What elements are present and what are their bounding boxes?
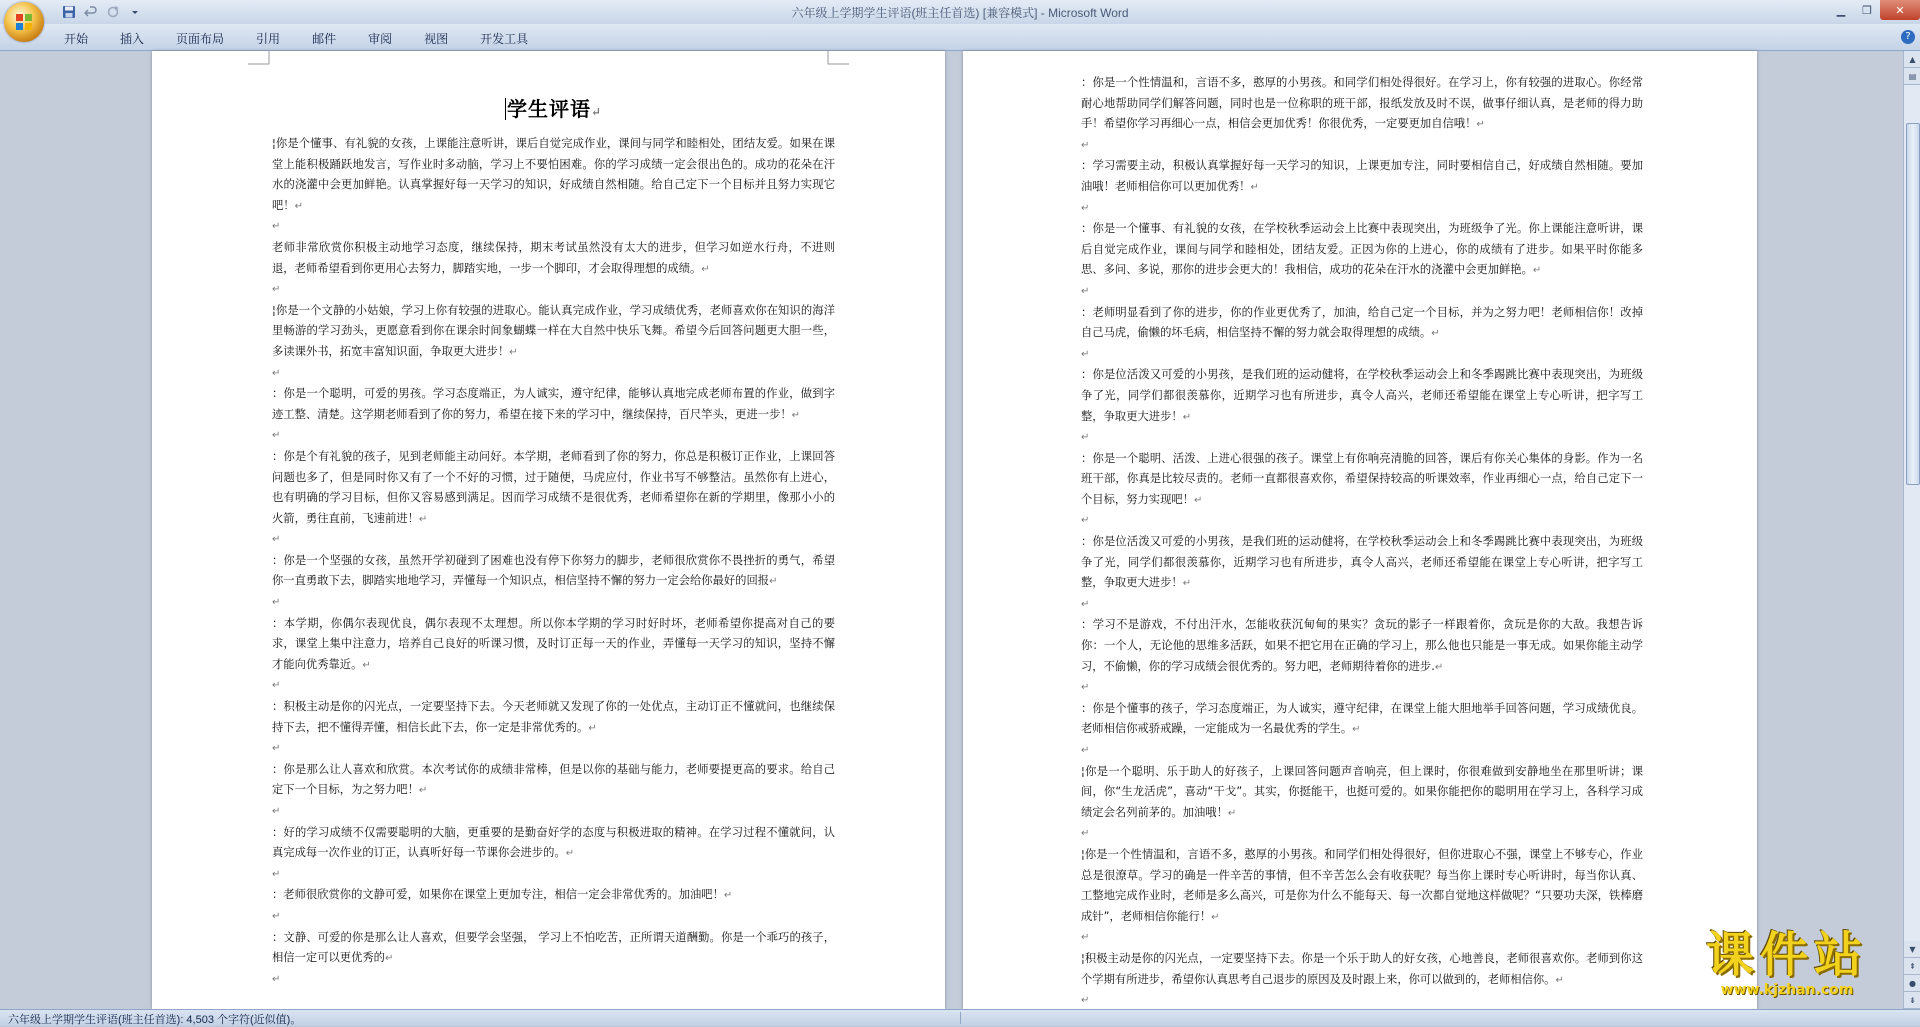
comment-paragraph[interactable] [1081, 949, 1643, 991]
close-icon[interactable]: ✕ [1880, 0, 1920, 20]
comment-text: ¦你是个懂事、有礼貌的女孩，上课能注意听讲，课后自觉完成作业，课间与同学和睦相处，团结友爱。如果在课堂上能积极踊跃地发言，写作业时多动脑，学习上不要怕困难。你的学习成绩一定会很出色的。成功的花朵在汗水的浇灌中会更加鲜艳。认真掌握好每一天学习的知识，好成绩自然相随。给自己定下一个目标并且努力实现它吧！ [272, 137, 835, 212]
comment-text: ：你是一个坚强的女孩，虽然开学初碰到了困难也没有停下你努力的脚步，老师很欣赏你不畏挫折的勇气，希望你一直勇敢下去，脚踏实地地学习，弄懂每一个知识点，相信坚持不懈的努力一定会给你最好的回报 [272, 553, 835, 588]
ribbon-tabs [52, 28, 548, 49]
comment-paragraph[interactable] [1081, 73, 1643, 136]
paragraph-mark: ↵ [588, 722, 597, 734]
paragraph-mark: ↵ [1227, 807, 1237, 819]
empty-paragraph-mark: ↵ [272, 284, 281, 296]
comment-paragraph[interactable] [1081, 762, 1643, 825]
comment-paragraph[interactable] [272, 697, 835, 739]
comment-paragraph[interactable] [272, 823, 835, 865]
empty-paragraph-mark: ↵ [1081, 598, 1090, 610]
browse-object-icon[interactable]: ● [1904, 975, 1920, 992]
tab-mailings[interactable]: 邮件 [312, 32, 337, 46]
paragraph-mark: ↵ [1182, 411, 1192, 423]
comment-text: ：你是位活泼又可爱的小男孩，是我们班的运动健将，在学校秋季运动会上和冬季踢跳比赛中表现突出，为班级争了光，同学们都很羡慕你，近期学习也有所进步，真令人高兴，老师还希望能在课堂上专心听讲，把字写工整，争取更大进步！ [1081, 368, 1643, 423]
comment-paragraph[interactable] [272, 447, 835, 530]
paragraph-mark: ↵ [294, 200, 303, 212]
empty-paragraph-mark: ↵ [272, 367, 281, 379]
vertical-scrollbar[interactable] [1903, 51, 1920, 1009]
empty-paragraph-mark: ↵ [272, 534, 281, 546]
comment-paragraph[interactable] [272, 885, 835, 907]
empty-paragraph-mark: ↵ [272, 597, 281, 609]
paragraph-mark: ↵ [1182, 578, 1192, 590]
scroll-down-icon[interactable]: ▼ [1904, 941, 1920, 958]
window-controls [1828, 0, 1920, 20]
paragraph-mark: ↵ [1431, 328, 1440, 340]
paragraph-mark: ↵ [418, 513, 428, 525]
comment-paragraph[interactable] [272, 551, 835, 593]
empty-paragraph-mark: ↵ [1081, 932, 1090, 944]
watermark-logo-text: 课件站 [1705, 927, 1868, 983]
paragraph-mark: ↵ [1211, 911, 1220, 923]
paragraph-mark: ↵ [565, 848, 575, 860]
comment-paragraph[interactable] [1081, 845, 1643, 928]
paragraph-mark: ↵ [723, 890, 733, 902]
minimize-icon[interactable]: ▁ [1836, 3, 1846, 17]
empty-paragraph-mark: ↵ [1081, 745, 1090, 756]
scrollbar-thumb[interactable] [1906, 123, 1920, 485]
comment-paragraph[interactable] [272, 238, 835, 280]
comment-text: ：你是一个懂事、有礼貌的女孩，在学校秋季运动会上比赛中表现突出，为班级争了光。你上课能注意听讲，课后自觉完成作业，课间与同学和睦相处，团结友爱。正因为你的上进心，你的成绩有了进步。如果平时你能多思、多问、多说，那你的进步会更大的！我相信，成功的花朵在汗水的浇灌中会更加鲜艳。 [1081, 222, 1643, 277]
office-logo-icon [14, 12, 34, 32]
empty-paragraph-mark: ↵ [272, 680, 281, 692]
ruler-toggle-icon[interactable]: ▤ [1904, 68, 1920, 85]
empty-paragraph-mark: ↵ [272, 743, 281, 755]
status-divider [960, 1012, 961, 1024]
comment-paragraph[interactable] [272, 384, 835, 426]
tab-references[interactable]: 引用 [256, 32, 281, 46]
comment-text: ：你是个有礼貌的孩子，见到老师能主动问好。本学期，老师看到了你的努力，你总是积极订正作业，上课回答问题也多了，但是同时你又有了一个不好的习惯，过于随便，马虎应付，作业书写不够整洁。虽然你有上进心，也有明确的学习目标，但你又容易感到满足。因而学习成绩不是很优秀，老师希望你在新的学期里，像那小小的火箭，勇往直前，飞速前进！ [272, 449, 835, 525]
scroll-up-icon[interactable]: ▲ [1904, 51, 1920, 68]
comment-text: ¦你是一个聪明、乐于助人的好孩子，上课回答问题声音响亮，但上课时，你很难做到安静地坐在那里听讲；课间，你“生龙活虎”，喜动“干戈”。其实，你挺能干，也挺可爱的。如果你能把你的聪明用在学习上，各科学习成绩定会名列前茅的。加油哦！ [1081, 764, 1643, 819]
comment-paragraph[interactable] [1081, 303, 1643, 345]
empty-paragraph-mark: ↵ [272, 868, 281, 880]
comment-paragraph[interactable] [272, 928, 835, 970]
comment-text: ¦你是一个文静的小姑娘，学习上你有较强的进取心。能认真完成作业，学习成绩优秀，老师喜欢你在知识的海洋里畅游的学习劲头，更愿意看到你在课余时间象蝴蝶一样在大自然中快乐飞舞。希望今后回答问题更大胆一些，多读课外书，拓宽丰富知识面，争取更大进步！ [272, 303, 835, 358]
comment-text: ：老师明显看到了你的进步，你的作业更优秀了，加油，给自己定一个目标，并为之努力吧！老师相信你！改掉自己马虎，偷懒的坏毛病，相信坚持不懈的努力就会取得理想的成绩。 [1081, 305, 1643, 340]
next-page-icon[interactable]: ⇟ [1904, 992, 1920, 1009]
empty-paragraph-mark: ↵ [1081, 515, 1090, 527]
document-workspace[interactable] [0, 51, 1920, 1009]
tab-view[interactable]: 视图 [424, 32, 449, 46]
comment-text: ：你是一个聪明，可爱的男孩。学习态度端正，为人诚实，遵守纪律，能够认真地完成老师布置的作业，做到字迹工整、清楚。这学期老师看到了你的努力，希望在接下来的学习中，继续保持，百尺竿头，更进一步！ [272, 387, 835, 421]
comment-text: ：老师很欣赏你的文静可爱，如果你在课堂上更加专注，相信一定会非常优秀的。加油吧！ [272, 888, 724, 902]
comment-paragraph[interactable] [272, 134, 835, 217]
page-content [272, 71, 835, 990]
comment-text: ：本学期，你偶尔表现优良，偶尔表现不太理想。所以你本学期的学习时好时坏，老师希望你提高对自己的要求，课堂上集中注意力，培养自己良好的听课习惯，及时订正每一天的作业，弄懂每一天学习的知识，坚持不懈才能向优秀靠近。 [272, 616, 835, 671]
paragraph-mark: ↵ [384, 953, 394, 965]
comment-paragraph[interactable] [1081, 365, 1643, 428]
help-icon[interactable]: ? [1901, 30, 1915, 44]
tab-developer[interactable]: 开发工具 [480, 32, 529, 46]
document-page-left[interactable] [152, 51, 945, 1009]
office-button[interactable] [4, 2, 44, 42]
comment-text: ¦积极主动是你的闪光点，一定要坚持下去。你是一个乐于助人的好女孩，心地善良，老师很喜欢你。老师到你这个学期有所进步，希望你认真思考自己退步的原因及及时跟上来，你可以做到的，老师相信你。 [1081, 951, 1643, 986]
comment-text: ：好的学习成绩不仅需要聪明的大脑，更重要的是勤奋好学的态度与积极进取的精神。在学习过程不懂就问，认真完成每一次作业的订正，认真听好每一节课你会进步的。 [272, 825, 835, 860]
empty-paragraph-mark: ↵ [1081, 139, 1090, 151]
comment-paragraph[interactable] [272, 760, 835, 802]
paragraph-mark: ↵ [769, 576, 778, 588]
paragraph-mark: ↵ [1532, 265, 1542, 277]
comment-paragraph[interactable] [1081, 156, 1643, 198]
paragraph-mark: ↵ [701, 263, 710, 275]
paragraph-mark: ↵ [1193, 494, 1203, 506]
document-title-text: 学生评语 [506, 97, 591, 121]
empty-paragraph-mark: ↵ [1081, 682, 1090, 694]
paragraph-mark: ↵ [1352, 724, 1361, 736]
empty-paragraph-mark: ↵ [1081, 202, 1090, 214]
margin-corner-mark [248, 51, 270, 65]
tab-review[interactable]: 审阅 [368, 32, 393, 46]
paragraph-mark: ↵ [1476, 119, 1485, 131]
watermark-url: www.kjzhan.com [1720, 982, 1854, 998]
word-count-status[interactable]: 六年级上学期学生评语(班主任首选): 4,503 个字符(近似值)。 [8, 1014, 302, 1026]
document-title [272, 93, 835, 122]
paragraph-mark: ↵ [362, 659, 371, 671]
margin-corner-mark [827, 51, 849, 65]
comment-text: ：你是一个性情温和，言语不多，憨厚的小男孩。和同学们相处得很好。在学习上，你有较强的进取心。你经常耐心地帮助同学们解答问题，同时也是一位称职的班干部，报纸发放及时不误，做事仔细认真，是老师的得力助手！希望你学习再细心一点，相信会更加优秀！你很优秀，一定要更加自信哦！ [1081, 76, 1643, 131]
comment-text: ：积极主动是你的闪光点，一定要坚持下去。今天老师就又发现了你的一处优点，主动订正不懂就问，也继续保持下去，把不懂得弄懂，相信长此下去，你一定是非常优秀的。 [272, 700, 835, 734]
comment-paragraph[interactable] [1081, 449, 1643, 512]
comment-paragraph[interactable] [272, 614, 835, 677]
comment-paragraph[interactable] [1081, 219, 1643, 282]
comment-text: ：你是个懂事的孩子，学习态度端正，为人诚实，遵守纪律，在课堂上能大胆地举手回答问题，学习成绩优良。老师相信你戒骄戒躁，一定能成为一名最优秀的学生。 [1081, 701, 1643, 736]
empty-paragraph-mark: ↵ [1081, 995, 1090, 1007]
empty-paragraph-mark: ↵ [1081, 348, 1090, 360]
site-watermark [1672, 928, 1902, 1008]
comment-text: 老师非常欣赏你积极主动地学习态度，继续保持，期末考试虽然没有太大的进步，但学习如逆水行舟，不进则退，老师希望看到你更用心去努力，脚踏实地，一步一个脚印，才会取得理想的成绩。 [272, 240, 835, 275]
paragraph-mark: ↵ [590, 105, 603, 119]
comment-text: ：你是位活泼又可爱的小男孩，是我们班的运动健将，在学校秋季运动会上和冬季踢跳比赛中表现突出，为班级争了光，同学们都很羡慕你，近期学习也有所进步，真令人高兴，老师还希望能在课堂上专心听讲，把字写工整，争取更大进步！ [1081, 535, 1643, 590]
empty-paragraph-mark: ↵ [272, 910, 281, 922]
empty-paragraph-mark: ↵ [1081, 828, 1090, 840]
window-title: 六年级上学期学生评语(班主任首选) [兼容模式] - Microsoft Word [791, 6, 1129, 20]
comment-text: ：学习不是游戏，不付出汗水，怎能收获沉甸甸的果实？贪玩的影子一样跟着你，贪玩是你的大敌。我想告诉你：一个人，无论他的思维多活跃，如果不把它用在正确的学习上，那么他也只能是一事无成。如果你能主动学习，不偷懒，你的学习成绩会很优秀的。努力吧，老师期待着你的进步. [1081, 618, 1643, 673]
empty-paragraph-mark: ↵ [272, 430, 281, 442]
paragraph-mark: ↵ [1250, 181, 1259, 193]
tab-insert[interactable]: 插入 [120, 32, 145, 46]
comment-paragraph[interactable] [1081, 615, 1643, 678]
ribbon [0, 24, 1920, 51]
paragraph-mark: ↵ [509, 346, 518, 358]
empty-paragraph-mark: ↵ [272, 806, 281, 817]
comment-text: ：学习需要主动，积极认真掌握好每一天学习的知识，上课更加专注，同时要相信自己，好成绩自然相随。要加油哦！老师相信你可以更加优秀！ [1081, 159, 1643, 193]
paragraph-mark: ↵ [791, 409, 801, 421]
comment-paragraph[interactable] [1081, 699, 1643, 741]
tab-home[interactable]: 开始 [64, 32, 89, 46]
paragraph-mark: ↵ [418, 785, 428, 797]
comment-text: ¦你是一个性情温和，言语不多，憨厚的小男孩。和同学们相处得很好，但你进取心不强，课堂上不够专心，作业总是很潦草。学习的确是一件辛苦的事情，但不辛苦怎么会有收获呢？每当你上课时专心听讲时，每当你认真、工整地完成作业时，老师是多么高兴，可是你为什么不能每天、每一次都自觉地这样做呢？“只要功夫深，铁棒磨成针”，老师相信你能行！ [1081, 847, 1643, 923]
tab-page-layout[interactable]: 页面布局 [176, 32, 225, 46]
page-content [1081, 73, 1643, 1009]
status-bar [0, 1009, 1920, 1026]
previous-page-icon[interactable]: ⇞ [1904, 958, 1920, 975]
maximize-icon[interactable]: ❐ [1862, 3, 1872, 17]
empty-paragraph-mark: ↵ [272, 973, 281, 985]
document-page-right[interactable] [963, 51, 1757, 1009]
empty-paragraph-mark: ↵ [1081, 432, 1090, 444]
paragraph-mark: ↵ [1555, 974, 1564, 986]
comment-paragraph[interactable] [1081, 532, 1643, 595]
comment-paragraph[interactable] [272, 301, 835, 364]
empty-paragraph-mark: ↵ [272, 221, 281, 233]
comment-text: ：文静、可爱的你是那么让人喜欢，但要学会坚强， 学习上不怕吃苦，正所谓天道酬勤。你是一个乖巧的孩子，相信一定可以更优秀的 [272, 930, 835, 965]
comment-text: ：你是一个聪明、活泼、上进心很强的孩子。课堂上有你响亮清脆的回答，课后有你关心集体的身影。作为一名班干部，你真是比较尽责的。老师一直都很喜欢你，希望保持较高的听课效率，作业再细心一点，给自己定下一个目标，努力实现吧！ [1081, 451, 1643, 506]
title-bar [0, 0, 1920, 24]
empty-paragraph-mark: ↵ [1081, 285, 1090, 297]
text-cursor [505, 98, 506, 120]
paragraph-mark: ↵ [1434, 661, 1444, 673]
comment-text: ：你是那么让人喜欢和欣赏。本次考试你的成绩非常棒，但是以你的基础与能力，老师要提更高的要求。给自己定下一个目标，为之努力吧！ [272, 762, 835, 797]
